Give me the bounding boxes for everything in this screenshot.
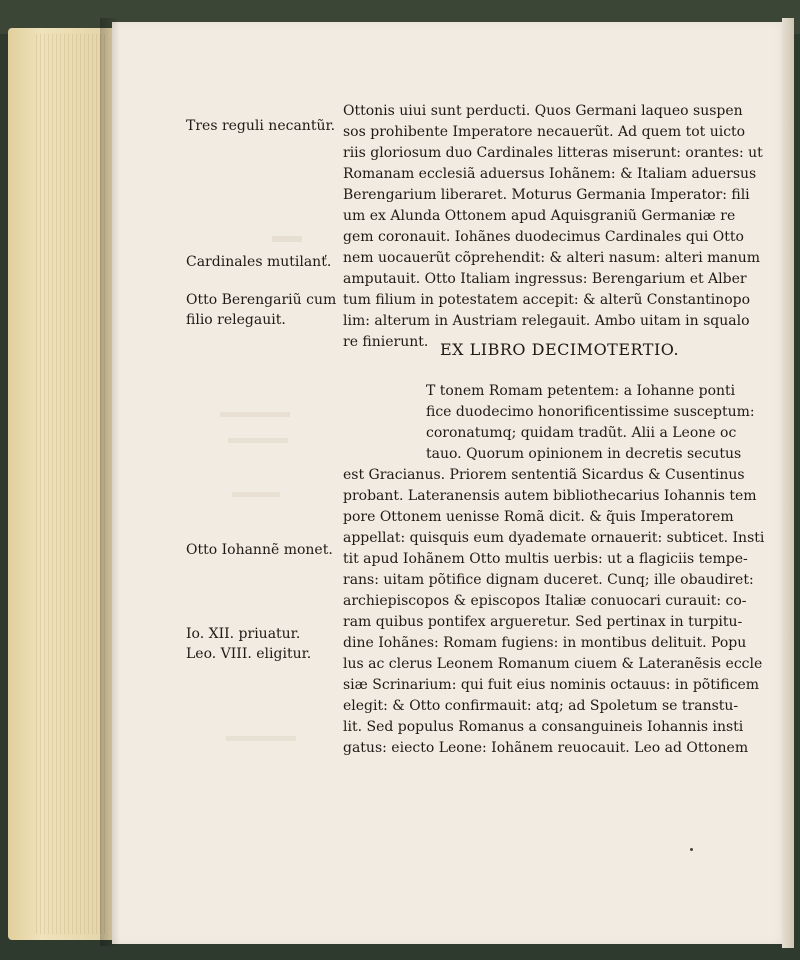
text-line: elegit: & Otto confirmauit: atq; ad Spoletum se transtu-	[343, 698, 739, 714]
margin-note: filio relegauit.	[186, 312, 286, 328]
margin-note: Otto Iohannẽ monet.	[186, 542, 333, 558]
show-through-mark	[232, 492, 280, 497]
text-line: pore Ottonem uenisse Romã dicit. & q̃uis Imperatorem	[343, 509, 734, 525]
show-through-mark	[226, 736, 296, 741]
text-line: sos prohibente Imperatore necauerũt. Ad quem tot uicto	[343, 124, 746, 140]
text-line: Romanam ecclesiã aduersus Iohãnem: & Italiam aduersus	[343, 166, 757, 182]
text-line: nem uocauerũt cõprehendit: & alteri nasum: alteri manum	[343, 250, 761, 266]
text-line: coronatumq; quidam tradũt. Alii a Leone oc	[426, 425, 737, 441]
margin-note: Leo. VIII. eligitur.	[186, 646, 312, 662]
text-line: rans: uitam põtifice dignam duceret. Cunq; ille obaudiret:	[343, 572, 754, 588]
text-line: siæ Scrinarium: qui fuit eius nominis octauus: in põtificem	[343, 677, 760, 693]
section-heading: EX LIBRO DECIMOTERTIO.	[440, 340, 680, 359]
text-line: tum filium in potestatem accepit: & alterũ Constantinopo	[343, 292, 751, 308]
text-line: archiepiscopos & episcopos Italiæ conuocari curauit: co-	[343, 593, 747, 609]
margin-note: Io. XII. priuatur.	[186, 626, 301, 642]
text-line: lus ac clerus Leonem Romanum ciuem & Lateranẽsis eccle	[343, 656, 763, 672]
text-line: amputauit. Otto Italiam ingressus: Berengarium et Alber	[343, 271, 747, 287]
margin-note: Cardinales mutilanť.	[186, 254, 332, 270]
text-line: lit. Sed populus Romanus a consanguineis Iohannis insti	[343, 719, 744, 735]
text-line: re finierunt.	[343, 334, 429, 350]
text-line: appellat: quisquis eum dyademate ornauerit: subticet. Insti	[343, 530, 765, 546]
margin-note: Tres reguli necantũr.	[186, 118, 336, 134]
text-line: riis gloriosum duo Cardinales litteras miserunt: orantes: ut	[343, 145, 763, 161]
text-line: Berengarium liberaret. Moturus Germania Imperator: fili	[343, 187, 750, 203]
text-line: gatus: eiecto Leone: Iohãnem reuocauit. Leo ad Ottonem	[343, 740, 749, 756]
gutter-shadow	[100, 18, 120, 946]
margin-note: Otto Berengariũ cum	[186, 292, 337, 308]
text-line: gem coronauit. Iohãnes duodecimus Cardinales qui Otto	[343, 229, 744, 245]
text-line: lim: alterum in Austriam relegauit. Ambo uitam in squalo	[343, 313, 750, 329]
text-line: Ottonis uiui sunt perducti. Quos Germani laqueo suspen	[343, 103, 743, 119]
page-edge-lines	[36, 34, 106, 934]
text-line: tauo. Quorum opinionem in decretis secutus	[426, 446, 742, 462]
text-line: est Gracianus. Priorem sententiã Sicardus & Cusentinus	[343, 467, 745, 483]
text-line: ram quibus pontifex argueretur. Sed pertinax in turpitu-	[343, 614, 743, 630]
text-line: probant. Lateranensis autem bibliothecarius Iohannis tem	[343, 488, 757, 504]
text-line: um ex Alunda Ottonem apud Aquisgraniũ Germaniæ re	[343, 208, 736, 224]
show-through-mark	[272, 236, 302, 242]
show-through-mark	[228, 438, 288, 443]
ink-speck	[690, 848, 693, 851]
text-line: fice duodecimo honorificentissime susceptum:	[426, 404, 755, 420]
page-right-edge	[782, 18, 794, 948]
text-line: T tonem Romam petentem: a Iohanne ponti	[426, 383, 736, 399]
text-line: dine Iohãnes: Romam fugiens: in montibus delituit. Popu	[343, 635, 747, 651]
text-line: tit apud Iohãnem Otto multis uerbis: ut a flagiciis tempe-	[343, 551, 748, 567]
show-through-mark	[220, 412, 290, 417]
